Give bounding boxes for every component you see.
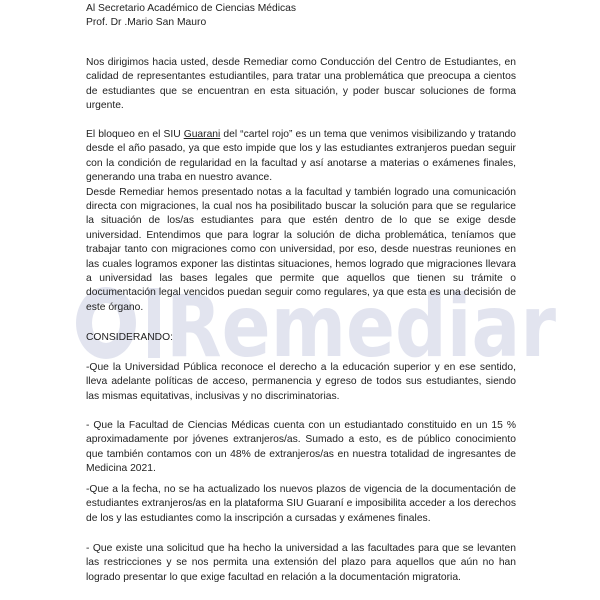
considerando-heading-block xyxy=(86,331,516,345)
recipient-name: Prof. Dr .Mario San Mauro xyxy=(86,16,207,28)
item-4-block xyxy=(86,542,516,585)
letter-header xyxy=(86,2,516,30)
watermark-text: Remediar xyxy=(166,278,557,368)
item-3-block xyxy=(86,483,516,526)
paragraph-intro: Nos dirigimos hacia usted, desde Remediar como Conducción del Centro de Estudiantes, en calidad de representantes estudiantiles, para tratar una problemática que preocupa a cientos de estudiantes que se encuentran en esta situación, y poder buscar soluciones de forma urgente. xyxy=(86,57,516,112)
item-1-block xyxy=(86,361,516,404)
paragraph-bloqueo-block xyxy=(86,128,516,315)
considerando-item-1: -Que la Universidad Pública reconoce el derecho a la educación superior y en ese sentido, lleva adelante políticas de acceso, permanencia y egreso de todos sus estudiantes, siendo las mismas equitativas, inclusivas y no discriminatorias. xyxy=(86,362,516,402)
considerando-heading: CONSIDERANDO: xyxy=(86,332,173,343)
p2-after: del “cartel rojo” es un tema que venimos visibilizando y tratando desde el año pasado, ya que esto impide que los y las estudiantes extranjeros puedan seguir con la condición de regularidad en la facultad y así anotarse a materias o exámenes finales, generando una traba en nuestro avance. xyxy=(86,129,516,184)
paragraph-bloqueo xyxy=(86,128,516,186)
recipient-line: Al Secretario Académico de Ciencias Médicas xyxy=(86,3,297,14)
p2-before: El bloqueo en el SIU xyxy=(86,129,184,140)
p2-underlined: Guarani xyxy=(183,129,221,140)
paragraph-intro-block xyxy=(86,56,516,114)
considerando-item-3: -Que a la fecha, no se ha actualizado los nuevos plazos de vigencia de la documentación de estudiantes extranjeros/as en la plataforma SIU Guaraní e imposibilita acceder a los derechos de los y las estudiantes como la inscripción a cursadas y exámenes finales. xyxy=(86,484,516,524)
considerando-item-4: - Que existe una solicitud que ha hecho la universidad a las facultades para que se levanten las restricciones y se nos permita una extensión del plazo para aquellos que aún no han logrado presentar lo que exige facultad en relación a la documentación migratoria. xyxy=(86,543,516,583)
paragraph-remediar: Desde Remediar hemos presentado notas a la facultad y también logrado una comunicación directa con migraciones, la cual nos ha posibilitado buscar la solución para que se regularice la situación de los/as estudiantes para que estén dentro de lo que se exige desde universidad. Entendimos que para lograr la solución de dicha problemática, teníamos que trabajar tanto con migraciones como con universidad, por eso, desde nuestras reuniones en las cuales logramos exponer las distintas situaciones, hemos logrado que migraciones llevara a universidad las bases legales que permite que aquellos que tienen su trámite o documentación legal vencidos puedan seguir como regulares, ya que esta es una decisión de este órgano. xyxy=(86,186,516,313)
considerando-item-2: - Que la Facultad de Ciencias Médicas cuenta con un estudiantado constituido en un 15 % aproximadamente por jóvenes extranjeros/as. Sumado a esto, es de público conocimiento que también contamos con un 48% de extranjeros/as en nuestra totalidad de ingresantes de Medicina 2021. xyxy=(86,420,516,475)
item-2-block xyxy=(86,419,516,477)
